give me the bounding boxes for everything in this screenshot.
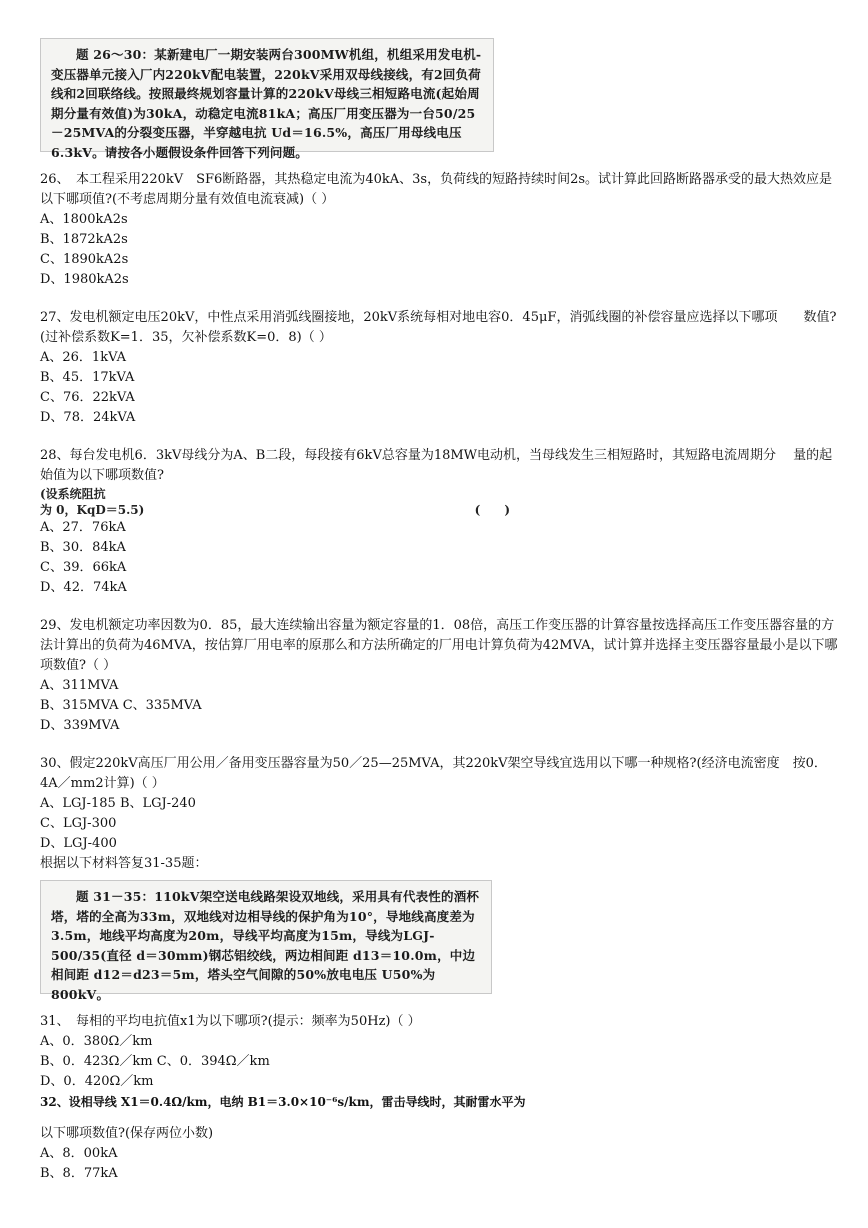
question-stem: 30、假定220kV高压厂用公用／备用变压器容量为50／25—25MVA，其220kV架空导线宜选用以下哪一种规格?(经济电流密度 按0．4A／mm2计算)（ ） [40, 756, 827, 791]
option-d: D、339MVA [40, 718, 120, 733]
option-b-c: B、315MVA C、335MVA [40, 698, 202, 713]
option-c: C、39．66kA [40, 560, 127, 575]
question-stem: 27、发电机额定电压20kV，中性点采用消弧线圈接地，20kV系统每相对地电容0．45μF，消弧线圈的补偿容量应选择以下哪项 数值?(过补偿系数K=1．35，欠补偿系数K=0．8)（ ） [40, 310, 837, 345]
document-page [40, 38, 840, 1184]
question-30 [40, 754, 840, 874]
scanned-excerpt-26-30 [40, 38, 494, 160]
scanned-text: 题 26～30：某新建电厂一期安装两台300MW机组，机组采用发电机-变压器单元接入厂内220kV配电装置，220kV采用双母线接线，有2回负荷线和2回联络线。按照最终规划容量计算的220kV母线三相短路电流(起始周期分量有效值)为30kA，动稳定电流81kA；高压厂用变压器为一台50/25－25MVA的分裂变压器，半穿越电抗 Ud＝16.5%，高压厂用母线电压6.3kV。请按各小题假设条件回答下列问题。 [51, 47, 482, 160]
question-26 [40, 170, 840, 290]
question-32 [40, 1092, 840, 1184]
option-b: B、8．77kA [40, 1166, 118, 1181]
option-d: D、1980kA2s [40, 272, 129, 287]
scanned-excerpt-31-35 [40, 880, 492, 1002]
option-a: A、8．00kA [40, 1146, 118, 1161]
scanned-text: 题 31－35：110kV架空送电线路架设双地线，采用具有代表性的酒杯塔，塔的全高为33m，双地线对边相导线的保护角为10°，导地线高度差为3.5m，地线平均高度为20m，导线平均高度为15m，导线为LGJ-500/35(直径 d＝30mm)钢芯铝绞线，两边相间距 d13＝10.0m，中边相间距 d12＝d23＝5m，塔头空气间隙的50%放电电压 U50%为800kV。 [51, 889, 480, 1002]
option-a: A、1800kA2s [40, 212, 128, 227]
option-c: C、1890kA2s [40, 252, 129, 267]
question-stem: 以下哪项数值?(保存两位小数) [40, 1126, 214, 1141]
question-31 [40, 1012, 840, 1092]
question-stem: 26、 本工程采用220kV SF6断路器，其热稳定电流为40kA、3s，负荷线的短路持续时间2s。试计算此回路断路器承受的最大热效应是以下哪项值?(不考虑周期分量有效值电流衰减)（ ） [40, 172, 833, 207]
question-stem: 29、发电机额定功率因数为0．85，最大连续输出容量为额定容量的1．08倍，高压工作变压器的计算容量按选择高压工作变压器容量的方法计算出的负荷为46MVA，按估算厂用电率的原那么和方法所确定的厂用电计算负荷为42MVA，试计算并选择主变压器容量最小是以下哪项数值?（ ） [40, 618, 838, 673]
question-27 [40, 308, 840, 428]
scanned-condition-line-2: 为 0，KqD＝5.5) [40, 503, 145, 517]
question-28 [40, 446, 840, 598]
option-a: A、27．76kA [40, 520, 126, 535]
option-d: D、0．420Ω／km [40, 1074, 154, 1089]
section-intro-31-35: 根据以下材料答复31-35题： [40, 856, 208, 871]
question-29 [40, 616, 840, 736]
question-stem: 28、每台发电机6．3kV母线分为A、B二段，每段接有6kV总容量为18MW电动机，当母线发生三相短路时，其短路电流周期分 量的起始值为以下哪项数值? [40, 448, 833, 483]
option-a-b: A、LGJ-185 B、LGJ-240 [40, 796, 196, 811]
option-a: A、26．1kVA [40, 350, 126, 365]
option-c: C、76．22kVA [40, 390, 135, 405]
question-stem: 31、 每相的平均电抗值x1为以下哪项?(提示：频率为50Hz)（ ） [40, 1014, 421, 1029]
scanned-condition [40, 486, 840, 518]
option-d: D、42．74kA [40, 580, 127, 595]
scanned-condition-line-1: (设系统阻抗 [40, 487, 106, 501]
option-b: B、45．17kVA [40, 370, 135, 385]
option-d: D、LGJ-400 [40, 836, 117, 851]
option-b: B、1872kA2s [40, 232, 128, 247]
option-d: D、78．24kVA [40, 410, 136, 425]
option-a: A、0．380Ω／km [40, 1034, 153, 1049]
answer-parentheses: ( ) [474, 503, 510, 517]
option-a: A、311MVA [40, 678, 119, 693]
option-b-c: B、0．423Ω／km C、0．394Ω／km [40, 1054, 270, 1069]
option-c: C、LGJ-300 [40, 816, 117, 831]
scanned-question-stem: 32、设相导线 X1＝0.4Ω/km，电纳 B1＝3.0×10⁻⁶s/km，雷击导线时，其耐雷水平为 [40, 1095, 526, 1109]
option-b: B、30．84kA [40, 540, 126, 555]
